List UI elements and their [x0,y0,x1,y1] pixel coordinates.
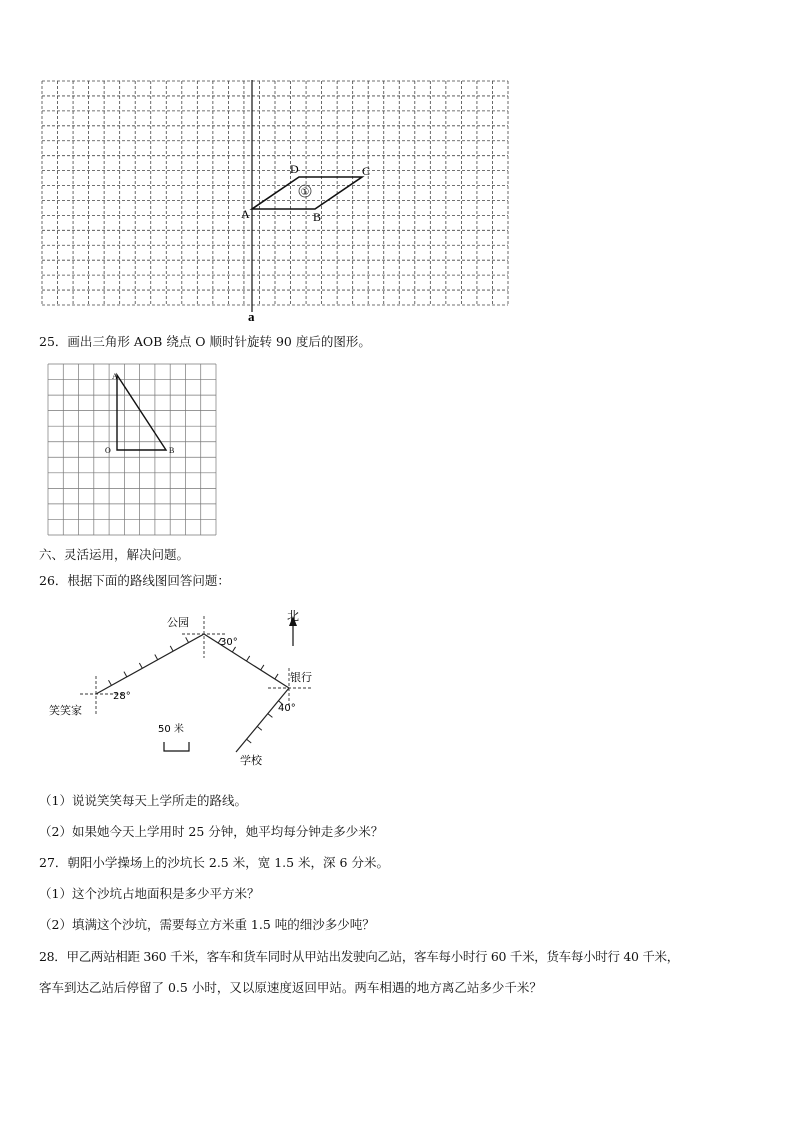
question-26-sub-1: （1）说说笑笑每天上学所走的路线。 [39,793,247,808]
route-map-figure [0,600,794,775]
shape-number-label: ① [300,187,310,198]
question-26-text: 26．根据下面的路线图回答问题： [39,573,230,588]
scale-bar [164,742,189,751]
scale-label: 50 米 [158,724,184,735]
question-27-text: 27．朝阳小学操场上的沙坑长 2.5 米，宽 1.5 米，深 6 分米。 [39,855,389,870]
question-27-sub-1: （1）这个沙坑占地面积是多少平方米？ [39,886,260,901]
triangle-point-a-label: A [112,372,118,381]
school-label: 学校 [240,754,262,767]
triangle-point-o-label: O [105,446,111,455]
question-28-line-1: 28．甲乙两站相距 360 千米，客车和货车同时从甲站出发驶向乙站，客车每小时行 60 千米，货车每小时行 40 千米， [39,949,679,964]
axis-a-label: a [248,309,255,324]
point-d-label: D [290,162,299,176]
bank-label: 银行 [290,671,312,684]
north-label: 北 [287,609,300,623]
route-bank-to-school [236,688,289,752]
angle-park-label: 30° [220,637,238,648]
angle-home-label: 28° [113,691,131,702]
triangle-point-b-label: B [169,446,175,455]
question-25-text: 25．画出三角形 AOB 绕点 O 顺时针旋转 90 度后的图形。 [39,334,371,349]
question-26-sub-2: （2）如果她今天上学用时 25 分钟，她平均每分钟走多少米？ [39,824,384,839]
question-28-line-2: 客车到达乙站后停留了 0.5 小时，又以原速度返回甲站。两车相遇的地方离乙站多少千米？ [39,980,542,995]
question-27-sub-2: （2）填满这个沙坑，需要每立方米重 1.5 吨的细沙多少吨？ [39,917,375,932]
point-c-label: C [362,164,371,178]
triangle-aob-grid-figure [0,355,794,540]
home-label: 笑笑家 [49,704,82,717]
parallelogram-grid-figure [0,0,794,330]
park-label: 公园 [167,616,189,629]
point-a-label: A [241,207,250,221]
section-6-title: 六、灵活运用，解决问题。 [39,547,190,562]
angle-bank-label: 40° [278,703,296,714]
point-b-label: B [313,210,322,224]
route-home-to-park [96,634,204,694]
